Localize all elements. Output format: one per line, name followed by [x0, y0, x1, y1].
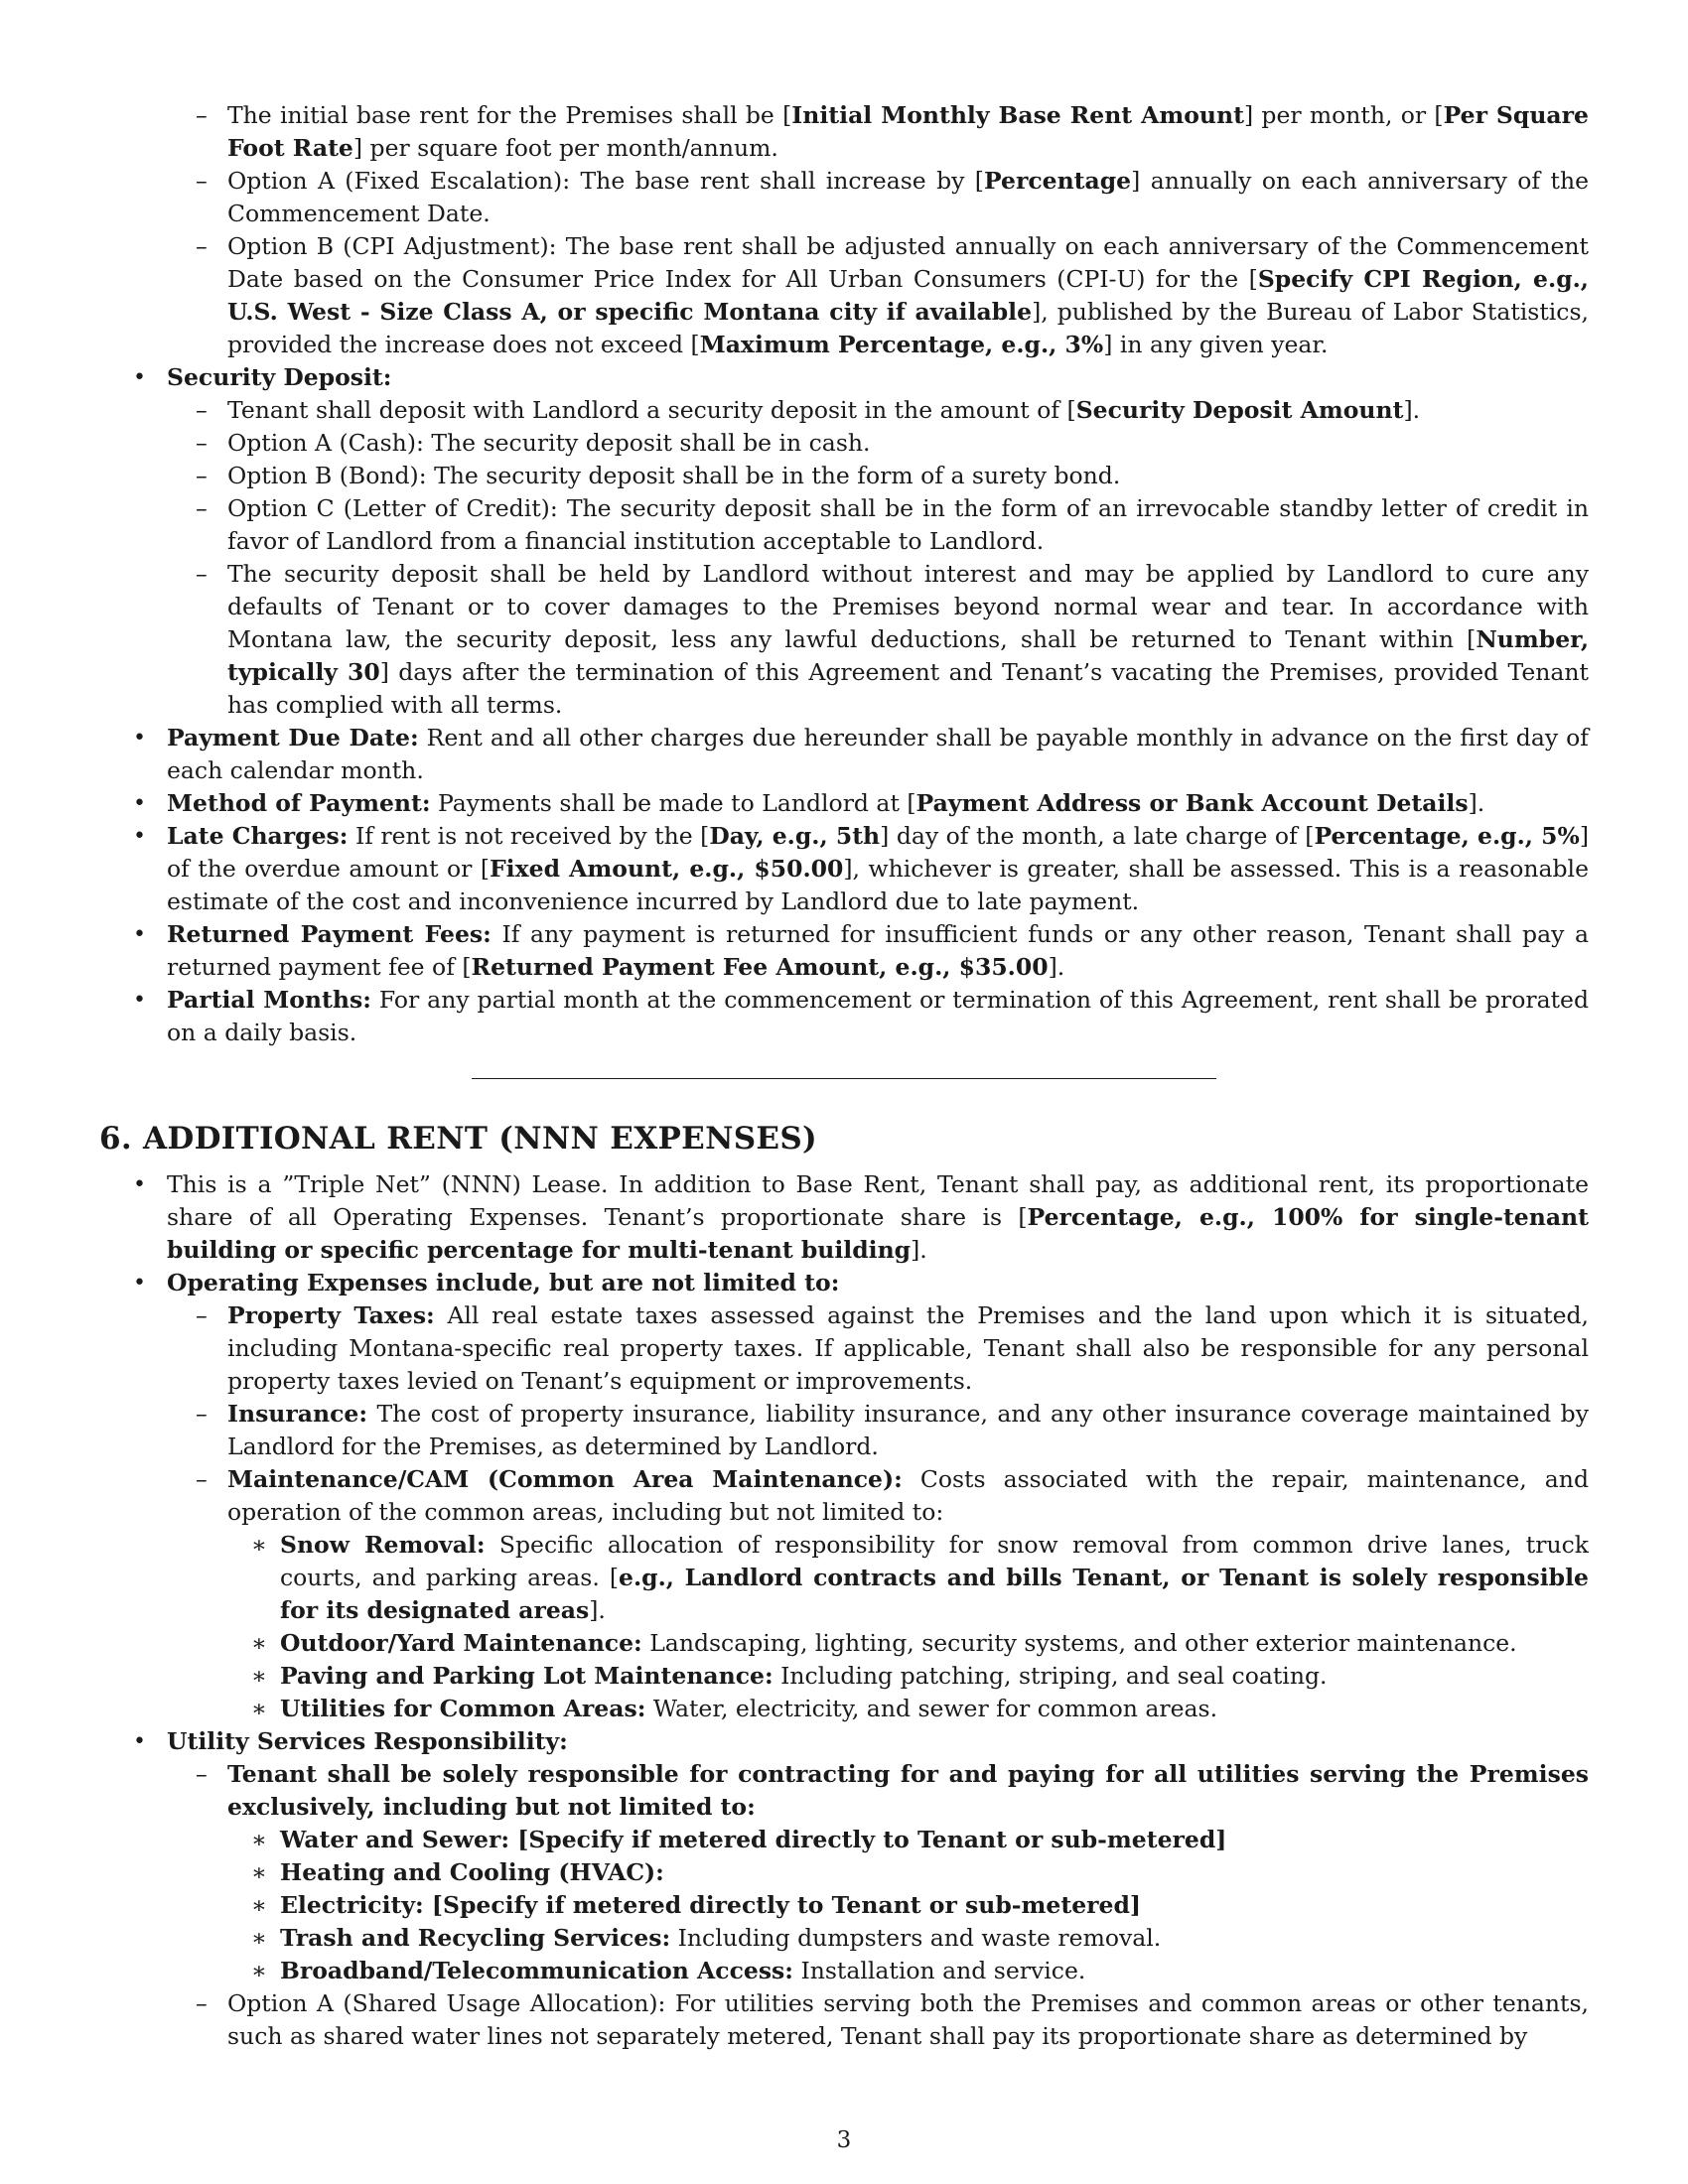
operating-expenses-item: [99, 1267, 1589, 1725]
late-charges-item: • Late Charges: If rent is not received by the [Day, e.g., 5th] day of the month, a late charge of [Percentage, e.g., 5%] of the overdue amount or [Fixed Amount, e.g., $50.00], whichever is greater, shall be assessed. This is a reasonable estimate of the cost and inconvenience incurred by Landlord due to late payment.: [99, 820, 1589, 918]
common-utilities-item: ∗ Utilities for Common Areas: Water, electricity, and sewer for common areas.: [227, 1693, 1589, 1725]
utility-responsibility-clause: – Tenant shall be solely responsible for contracting for and paying for all utilities serving the Premises exclusively, including but not limited to: ∗ Water and Sewer: [Specify if metered directly to Tenant or sub-metered] ∗ Heating and Cooling (HVAC): ∗ Electricity: [Specify if metered directly to Tenant or sub-metered] ∗ Trash and Recycling Services: Including dumpsters and waste removal. ∗ Broadband/Telecommunication Access: Installation and service.: [167, 1758, 1589, 1987]
water-sewer-item: ∗ Water and Sewer: [Specify if metered directly to Tenant or sub-metered]: [227, 1824, 1589, 1856]
security-deposit-heading: Security Deposit:: [167, 363, 392, 391]
outdoor-maintenance-item: ∗ Outdoor/Yard Maintenance: Landscaping, lighting, security systems, and other exterior maintenance.: [227, 1627, 1589, 1660]
security-deposit-clause: – Tenant shall deposit with Landlord a security deposit in the amount of [Security Deposit Amount].: [167, 394, 1589, 427]
cam-items-list: [227, 1529, 1589, 1725]
nnn-expenses-list: [99, 1168, 1589, 2053]
returned-payment-fees-item: • Returned Payment Fees: If any payment is returned for insufficient funds or any other reason, Tenant shall pay a returned payment fee of [Returned Payment Fee Amount, e.g., $35.00].: [99, 918, 1589, 984]
utility-services-list: [167, 1758, 1589, 2053]
shared-usage-option-clause: – Option A (Shared Usage Allocation): For utilities serving both the Premises and common areas or other tenants, such as shared water lines not separately metered, Tenant shall pay its proportionate share as determined by: [167, 1987, 1589, 2053]
security-deposit-list: [167, 394, 1589, 722]
operating-expenses-list: [167, 1299, 1589, 1725]
section-title: 6. ADDITIONAL RENT (NNN EXPENSES): [99, 1121, 818, 1157]
snow-removal-item: ∗ Snow Removal: Specific allocation of responsibility for snow removal from common drive lanes, truck courts, and parking areas. [e.g., Landlord contracts and bills Tenant, or Tenant is solely responsible for its designated areas].: [227, 1529, 1589, 1627]
security-deposit-clause: – Option B (Bond): The security deposit shall be in the form of a surety bond.: [167, 460, 1589, 492]
insurance-clause: – Insurance: The cost of property insurance, liability insurance, and any other insurance coverage maintained by Landlord for the Premises, as determined by Landlord.: [167, 1398, 1589, 1463]
payment-due-date-item: • Payment Due Date: Rent and all other charges due hereunder shall be payable monthly in advance on the first day of each calendar month.: [99, 722, 1589, 787]
utility-items-list: [227, 1824, 1589, 1987]
security-deposit-clause: – The security deposit shall be held by Landlord without interest and may be applied by Landlord to cure any defaults of Tenant or to cover damages to the Premises beyond normal wear and tear. In accordance with Montana law, the security deposit, less any lawful deductions, shall be returned to Tenant within [Number, typically 30] days after the termination of this Agreement and Tenant’s vacating the Premises, provided Tenant has complied with all terms.: [167, 558, 1589, 722]
broadband-item: ∗ Broadband/Telecommunication Access: Installation and service.: [227, 1955, 1589, 1987]
cam-clause: – Maintenance/CAM (Common Area Maintenance): Costs associated with the repair, maintenance, and operation of the common areas, including but not limited to: ∗ Snow Removal: Specific allocation of responsibility for snow removal from common drive lanes, truck courts, and parking areas. [e.g., Landlord contracts and bills Tenant, or Tenant is solely responsible for its designated areas]. ∗ Outdoor/Yard Maintenance: Landscaping, lighting, security systems, and other exterior maintenance. ∗ Paving and Parking Lot Maintenance: Including patching, striping, and seal coating. ∗ Utilities for Common Areas: Water, electricity, and sewer for common areas.: [167, 1463, 1589, 1725]
base-rent-options: [99, 99, 1589, 361]
method-of-payment-item: • Method of Payment: Payments shall be made to Landlord at [Payment Address or Bank Account Details].: [99, 787, 1589, 820]
utility-services-item: [99, 1725, 1589, 2053]
operating-expenses-heading: Operating Expenses include, but are not limited to:: [167, 1269, 840, 1297]
partial-months-item: • Partial Months: For any partial month at the commencement or termination of this Agreement, rent shall be prorated on a daily basis.: [99, 984, 1589, 1049]
hvac-item: ∗ Heating and Cooling (HVAC):: [227, 1856, 1589, 1889]
paving-maintenance-item: ∗ Paving and Parking Lot Maintenance: Including patching, striping, and seal coating.: [227, 1660, 1589, 1693]
property-taxes-clause: – Property Taxes: All real estate taxes assessed against the Premises and the land upon which it is situated, including Montana-specific real property taxes. If applicable, Tenant shall also be responsible for any personal property taxes levied on Tenant’s equipment or improvements.: [167, 1299, 1589, 1398]
electricity-item: ∗ Electricity: [Specify if metered directly to Tenant or sub-metered]: [227, 1889, 1589, 1922]
section-divider: [472, 1078, 1216, 1079]
security-deposit-item: [99, 361, 1589, 722]
security-deposit-clause: – Option A (Cash): The security deposit shall be in cash.: [167, 427, 1589, 460]
nnn-intro-item: • This is a ”Triple Net” (NNN) Lease. In addition to Base Rent, Tenant shall pay, as additional rent, its proportionate share of all Operating Expenses. Tenant’s proportionate share is [Percentage, e.g., 100% for single-tenant building or specific percentage for multi-tenant building].: [99, 1168, 1589, 1267]
rent-option: – The initial base rent for the Premises shall be [Initial Monthly Base Rent Amount] per month, or [Per Square Foot Rate] per square foot per month/annum.: [167, 99, 1589, 165]
page-number: 3: [836, 2127, 852, 2153]
utility-services-heading: Utility Services Responsibility:: [167, 1727, 568, 1755]
security-deposit-clause: – Option C (Letter of Credit): The security deposit shall be in the form of an irrevocable standby letter of credit in favor of Landlord from a financial institution acceptable to Landlord.: [167, 492, 1589, 558]
document-page: [99, 99, 1589, 2053]
rent-option: – Option B (CPI Adjustment): The base rent shall be adjusted annually on each anniversary of the Commencement Date based on the Consumer Price Index for All Urban Consumers (CPI-U) for the [Specify CPI Region, e.g., U.S. West - Size Class A, or specific Montana city if available], published by the Bureau of Labor Statistics, provided the increase does not exceed [Maximum Percentage, e.g., 3%] in any given year.: [167, 230, 1589, 361]
trash-recycling-item: ∗ Trash and Recycling Services: Including dumpsters and waste removal.: [227, 1922, 1589, 1955]
rent-option: – Option A (Fixed Escalation): The base rent shall increase by [Percentage] annually on each anniversary of the Commencement Date.: [167, 165, 1589, 230]
rent-terms-list: [99, 361, 1589, 1049]
